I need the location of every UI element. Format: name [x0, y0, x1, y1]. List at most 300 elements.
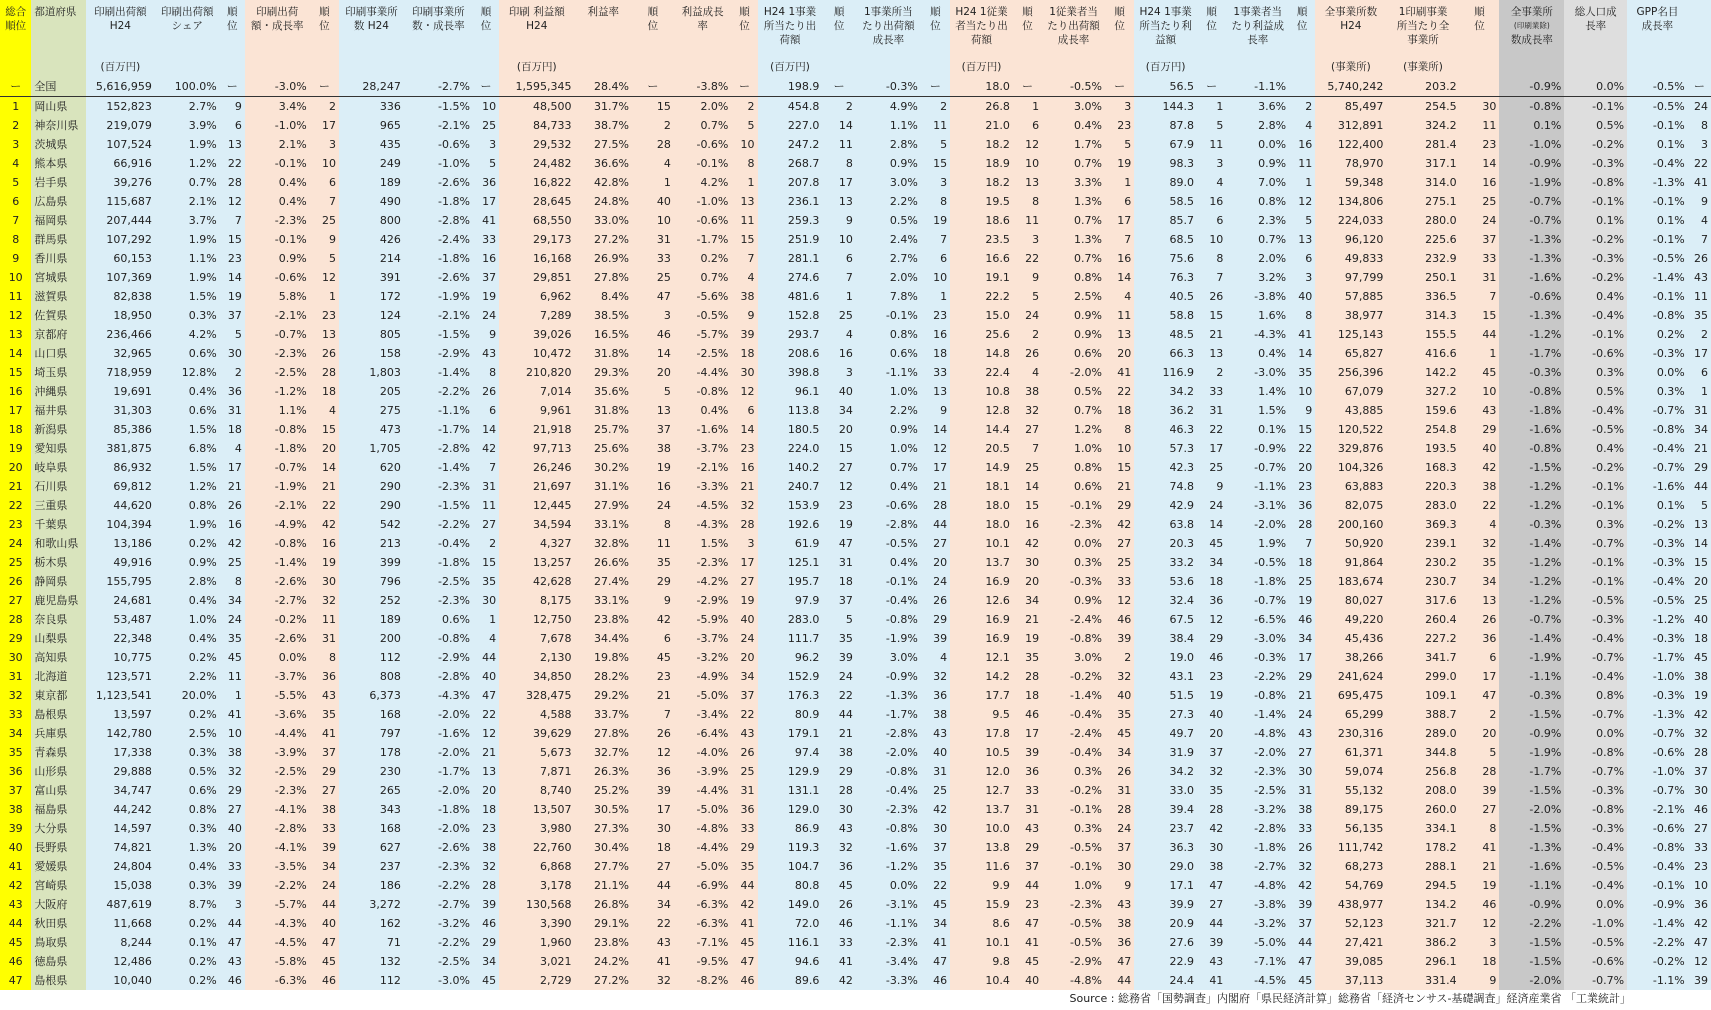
column-header — [220, 0, 245, 77]
table-cell: 67.5 — [1134, 610, 1197, 629]
table-cell: -1.4% — [1627, 268, 1688, 287]
table-cell: 1.1% — [856, 116, 921, 135]
table-cell: 2,130 — [499, 648, 574, 667]
table-cell: 47 — [1688, 933, 1711, 952]
table-cell: 0.9% — [1042, 306, 1105, 325]
table-cell: -0.6% — [674, 135, 732, 154]
table-cell: 207.8 — [758, 173, 823, 192]
table-cell: 193.5 — [1386, 439, 1459, 458]
table-cell: 19 — [632, 458, 674, 477]
table-cell: -0.3% — [1042, 572, 1105, 591]
table-cell: 12 — [1289, 192, 1315, 211]
table-cell: 34.4% — [574, 629, 632, 648]
table-cell: -0.1% — [1627, 876, 1688, 895]
table-cell: -2.4% — [1042, 610, 1105, 629]
table-cell: 17 — [1105, 211, 1134, 230]
table-cell: 19 — [822, 515, 855, 534]
table-cell: 29.1% — [574, 914, 632, 933]
table-cell: 20 — [220, 838, 245, 857]
table-cell: 45 — [921, 895, 950, 914]
table-cell: 熊本県 — [31, 154, 85, 173]
table-cell: 1,123,541 — [86, 686, 155, 705]
table-cell: 47 — [1013, 914, 1042, 933]
table-cell: 28 — [473, 876, 499, 895]
table-cell: -0.2% — [1042, 781, 1105, 800]
table-cell: -2.5% — [1226, 781, 1289, 800]
table-cell: -0.5% — [1226, 553, 1289, 572]
table-cell: -4.8% — [1042, 971, 1105, 990]
table-cell: -3.0% — [404, 971, 473, 990]
table-cell: 38 — [1460, 477, 1500, 496]
table-cell: -2.3% — [245, 211, 310, 230]
table-cell: -0.2% — [1627, 515, 1688, 534]
table-cell: -0.2% — [1564, 458, 1627, 477]
table-cell: 岐阜県 — [31, 458, 85, 477]
table-cell: 21 — [632, 686, 674, 705]
table-cell: 2,729 — [499, 971, 574, 990]
table-cell: 22 — [632, 914, 674, 933]
table-cell: 44 — [0, 914, 31, 933]
table-cell: -0.7% — [1627, 781, 1688, 800]
table-cell: 19 — [310, 553, 339, 572]
table-cell: 34,850 — [499, 667, 574, 686]
table-cell: 3.9% — [155, 116, 220, 135]
table-cell: 17 — [632, 800, 674, 819]
table-row — [0, 192, 1711, 211]
table-cell: 0.3% — [155, 743, 220, 762]
table-cell: 8 — [1289, 306, 1315, 325]
table-cell: 25 — [1460, 192, 1500, 211]
table-cell: ー — [731, 77, 757, 97]
table-cell: 32 — [1289, 857, 1315, 876]
table-cell: -0.5% — [1042, 933, 1105, 952]
table-cell: 38 — [921, 705, 950, 724]
table-cell: 24 — [473, 306, 499, 325]
table-cell: 40 — [310, 914, 339, 933]
table-cell: -2.0% — [856, 743, 921, 762]
table-cell: 24 — [632, 496, 674, 515]
table-cell: 37 — [1197, 743, 1226, 762]
table-cell: 116.1 — [758, 933, 823, 952]
table-cell: 7 — [220, 211, 245, 230]
table-cell: ー — [1197, 77, 1226, 97]
table-cell: 高知県 — [31, 648, 85, 667]
table-cell: 15,038 — [86, 876, 155, 895]
table-cell: -0.8% — [1564, 173, 1627, 192]
table-cell: 7 — [822, 268, 855, 287]
table-cell: 5 — [473, 154, 499, 173]
table-cell: -1.0% — [674, 192, 732, 211]
table-cell: 31,303 — [86, 401, 155, 420]
table-cell: 47 — [921, 952, 950, 971]
table-cell: 9 — [1197, 477, 1226, 496]
table-cell: 36 — [1197, 591, 1226, 610]
table-cell: 14.2 — [950, 667, 1013, 686]
table-cell: 426 — [339, 230, 404, 249]
table-cell: 38 — [1197, 857, 1226, 876]
table-cell: 0.3% — [1042, 819, 1105, 838]
table-cell: -2.2% — [245, 876, 310, 895]
table-cell: 805 — [339, 325, 404, 344]
table-cell: 1.0% — [1042, 439, 1105, 458]
table-cell: 230,316 — [1315, 724, 1386, 743]
table-cell: 331.4 — [1386, 971, 1459, 990]
table-cell: 46 — [822, 914, 855, 933]
table-cell: 36 — [1013, 762, 1042, 781]
table-cell: 43 — [0, 895, 31, 914]
table-cell: 1,803 — [339, 363, 404, 382]
table-cell: 石川県 — [31, 477, 85, 496]
table-cell: 16 — [310, 534, 339, 553]
header-text: 数成長率 — [1510, 34, 1553, 46]
table-cell: 104,326 — [1315, 458, 1386, 477]
table-cell: 47 — [1197, 876, 1226, 895]
table-cell: 2.8% — [1226, 116, 1289, 135]
table-cell: -0.3% — [1499, 686, 1564, 705]
table-cell: 46 — [632, 325, 674, 344]
table-cell: 11 — [1105, 306, 1134, 325]
table-cell: 42 — [1688, 705, 1711, 724]
table-cell: 85,386 — [86, 420, 155, 439]
table-cell: 249 — [339, 154, 404, 173]
table-cell: 1.5% — [155, 287, 220, 306]
table-cell: -6.3% — [674, 895, 732, 914]
table-cell: 45 — [310, 952, 339, 971]
table-cell: -0.8% — [1042, 629, 1105, 648]
table-cell: 19 — [1460, 876, 1500, 895]
table-cell: 広島県 — [31, 192, 85, 211]
table-cell: -2.1% — [404, 116, 473, 135]
table-cell: 50,920 — [1315, 534, 1386, 553]
table-cell: -1.8% — [1499, 401, 1564, 420]
table-cell: 4 — [1105, 287, 1134, 306]
table-cell: 43 — [220, 952, 245, 971]
table-cell: 34.2 — [1134, 762, 1197, 781]
table-cell: 46 — [220, 971, 245, 990]
table-cell: 1 — [1289, 173, 1315, 192]
table-cell: -4.4% — [674, 781, 732, 800]
table-cell: -0.3% — [1627, 534, 1688, 553]
table-cell: 172 — [339, 287, 404, 306]
column-header — [1627, 0, 1688, 77]
table-cell: 24.4 — [1134, 971, 1197, 990]
table-cell: 25 — [822, 306, 855, 325]
table-cell: 26 — [473, 382, 499, 401]
table-cell: 25 — [473, 116, 499, 135]
table-cell: 7 — [310, 192, 339, 211]
table-cell: 27 — [731, 572, 757, 591]
table-cell: -2.0% — [1499, 971, 1564, 990]
table-cell: 259.3 — [758, 211, 823, 230]
table-cell: 32.8% — [574, 534, 632, 553]
table-cell: 65,827 — [1315, 344, 1386, 363]
table-cell: 36 — [632, 762, 674, 781]
table-cell: 12.1 — [950, 648, 1013, 667]
table-cell: 21 — [1289, 686, 1315, 705]
table-cell: 1 — [731, 173, 757, 192]
table-cell: -0.6% — [1564, 952, 1627, 971]
table-cell: 42 — [632, 610, 674, 629]
table-cell: 7,289 — [499, 306, 574, 325]
table-cell: -2.3% — [404, 591, 473, 610]
table-cell: 3 — [731, 534, 757, 553]
table-cell: 283.0 — [1386, 496, 1459, 515]
table-cell: 39,276 — [86, 173, 155, 192]
column-header — [473, 0, 499, 77]
table-cell: 愛媛県 — [31, 857, 85, 876]
table-cell: -0.1% — [1042, 496, 1105, 515]
table-cell: -2.9% — [1042, 952, 1105, 971]
table-cell: 30 — [1289, 762, 1315, 781]
table-cell: 10,472 — [499, 344, 574, 363]
table-cell: 1,705 — [339, 439, 404, 458]
table-cell: 129.9 — [758, 762, 823, 781]
table-cell: 47 — [473, 686, 499, 705]
table-cell: 43 — [1289, 724, 1315, 743]
table-cell: -0.5% — [1564, 857, 1627, 876]
table-cell: -5.8% — [245, 952, 310, 971]
table-cell: 15 — [220, 230, 245, 249]
table-cell: 45 — [731, 933, 757, 952]
table-cell: 2.3% — [1226, 211, 1289, 230]
table-cell: 19,691 — [86, 382, 155, 401]
table-cell: -4.8% — [1226, 724, 1289, 743]
table-cell: 0.3% — [155, 819, 220, 838]
table-cell: 鳥取県 — [31, 933, 85, 952]
header-text: 印刷事業所 数 H24 — [345, 6, 398, 32]
table-cell: 82,838 — [86, 287, 155, 306]
table-cell: -5.6% — [674, 287, 732, 306]
table-cell: 10.0 — [950, 819, 1013, 838]
table-cell: 0.4% — [245, 173, 310, 192]
table-cell: -1.6% — [1499, 857, 1564, 876]
table-cell: -0.8% — [856, 610, 921, 629]
table-cell: -0.3% — [1627, 686, 1688, 705]
table-cell: 386.2 — [1386, 933, 1459, 952]
table-cell: -1.8% — [245, 439, 310, 458]
table-cell: -1.2% — [1499, 496, 1564, 515]
table-cell: -0.6% — [245, 268, 310, 287]
table-cell: 鹿児島県 — [31, 591, 85, 610]
table-cell: 42 — [1460, 458, 1500, 477]
table-cell: 福井県 — [31, 401, 85, 420]
table-cell: 8 — [310, 648, 339, 667]
table-cell: 37 — [1289, 914, 1315, 933]
table-cell: 7,678 — [499, 629, 574, 648]
table-cell: 312,891 — [1315, 116, 1386, 135]
table-cell: 27 — [310, 781, 339, 800]
table-cell: 13 — [822, 192, 855, 211]
table-cell: ー — [220, 77, 245, 97]
table-cell: 0.8% — [856, 325, 921, 344]
table-cell: 80.9 — [758, 705, 823, 724]
table-cell: -0.4% — [1564, 401, 1627, 420]
table-cell: 38.5% — [574, 306, 632, 325]
table-cell: 5,616,959 — [86, 77, 155, 97]
table-cell: 32.7% — [574, 743, 632, 762]
table-cell: 13 — [1688, 515, 1711, 534]
table-cell: -0.4% — [1564, 306, 1627, 325]
table-cell: 35 — [921, 857, 950, 876]
table-cell: 200,160 — [1315, 515, 1386, 534]
table-cell: 27.9% — [574, 496, 632, 515]
table-cell: 9 — [310, 230, 339, 249]
table-cell: 2 — [822, 97, 855, 117]
table-cell: 241,624 — [1315, 667, 1386, 686]
table-cell: 20 — [1688, 572, 1711, 591]
table-cell: 4 — [0, 154, 31, 173]
header-text: H24 1事業 所当たり出 荷額 — [763, 6, 817, 46]
table-cell: 17 — [1013, 724, 1042, 743]
table-cell: 26 — [1460, 610, 1500, 629]
table-cell: -1.2% — [1627, 610, 1688, 629]
table-cell: 60,153 — [86, 249, 155, 268]
table-cell: 8 — [632, 515, 674, 534]
table-cell: 23 — [220, 249, 245, 268]
table-cell: -0.1% — [1042, 857, 1105, 876]
header-text: 順 位 — [1114, 6, 1125, 32]
table-cell: -0.5% — [1627, 591, 1688, 610]
table-cell: 6 — [1105, 192, 1134, 211]
table-row — [0, 857, 1711, 876]
table-cell: -1.0% — [1627, 762, 1688, 781]
table-cell: 17.8 — [950, 724, 1013, 743]
table-cell: 39 — [1197, 933, 1226, 952]
table-cell: 21 — [1105, 477, 1134, 496]
table-cell: 47 — [822, 534, 855, 553]
table-cell: 14 — [1460, 154, 1500, 173]
table-cell: -1.4% — [404, 458, 473, 477]
table-cell: 18 — [1105, 401, 1134, 420]
table-cell: 26,246 — [499, 458, 574, 477]
table-cell: 9 — [220, 97, 245, 117]
table-cell: -2.2% — [1226, 667, 1289, 686]
table-cell: 1 — [473, 610, 499, 629]
header-text: 印刷 利益額 H24 — [508, 6, 565, 32]
table-cell: -4.3% — [245, 914, 310, 933]
table-cell: 29 — [1688, 458, 1711, 477]
table-row — [0, 914, 1711, 933]
table-cell: 3 — [822, 363, 855, 382]
table-cell: 39,629 — [499, 724, 574, 743]
table-cell: 5 — [220, 325, 245, 344]
table-cell: 13 — [921, 382, 950, 401]
table-cell: 119.3 — [758, 838, 823, 857]
table-cell: 31 — [822, 553, 855, 572]
table-cell: 80,027 — [1315, 591, 1386, 610]
column-header — [921, 0, 950, 77]
table-cell: 27 — [822, 458, 855, 477]
table-cell: 61.9 — [758, 534, 823, 553]
table-cell: -1.1% — [1499, 667, 1564, 686]
table-cell: -2.0% — [404, 819, 473, 838]
table-cell: 23.7 — [1134, 819, 1197, 838]
table-cell: -1.5% — [404, 325, 473, 344]
table-cell: 和歌山県 — [31, 534, 85, 553]
table-cell: 13 — [310, 325, 339, 344]
table-cell: 17 — [1289, 648, 1315, 667]
table-cell: -4.3% — [1226, 325, 1289, 344]
table-cell: -2.2% — [1627, 933, 1688, 952]
table-cell: 20 — [1197, 724, 1226, 743]
table-cell: -0.1% — [245, 154, 310, 173]
table-cell: 8.6 — [950, 914, 1013, 933]
table-cell: 30 — [473, 591, 499, 610]
table-cell: 3 — [0, 135, 31, 154]
table-cell: 11 — [1197, 135, 1226, 154]
table-cell: 1.9% — [1226, 534, 1289, 553]
table-cell: -1.7% — [674, 230, 732, 249]
table-cell: 321.7 — [1386, 914, 1459, 933]
table-cell: 31.8% — [574, 401, 632, 420]
table-cell: 14.8 — [950, 344, 1013, 363]
table-cell: 17 — [731, 553, 757, 572]
table-cell: 46 — [1197, 648, 1226, 667]
table-cell: 19 — [0, 439, 31, 458]
table-cell: -2.0% — [1226, 515, 1289, 534]
table-cell: 12 — [731, 382, 757, 401]
table-cell: 388.7 — [1386, 705, 1459, 724]
table-cell: -1.9% — [856, 629, 921, 648]
table-cell: 0.1% — [1226, 420, 1289, 439]
table-cell: 198.9 — [758, 77, 823, 97]
table-cell: 13,186 — [86, 534, 155, 553]
table-cell: 0.2% — [155, 648, 220, 667]
table-cell: 9 — [1013, 268, 1042, 287]
table-cell: 2.2% — [856, 192, 921, 211]
table-cell: 36 — [731, 800, 757, 819]
table-cell: -0.4% — [1564, 838, 1627, 857]
table-cell: -1.3% — [1627, 705, 1688, 724]
table-cell: 1 — [1688, 382, 1711, 401]
table-cell: 9 — [1460, 971, 1500, 990]
table-cell: 43 — [310, 686, 339, 705]
table-cell: 14.4 — [950, 420, 1013, 439]
table-cell: 30 — [220, 344, 245, 363]
table-cell: ー — [1013, 77, 1042, 97]
table-cell: 13 — [1013, 173, 1042, 192]
table-cell: 1.5% — [1226, 401, 1289, 420]
table-cell: 29 — [731, 838, 757, 857]
table-cell: 314.3 — [1386, 306, 1459, 325]
header-text: H24 1従業 者当たり出 荷額 — [955, 6, 1008, 46]
table-cell: 18 — [1460, 952, 1500, 971]
table-cell: 29 — [1460, 420, 1500, 439]
table-cell: 37 — [310, 743, 339, 762]
table-cell: 17 — [473, 192, 499, 211]
table-cell: -1.2% — [1499, 477, 1564, 496]
table-cell: 大分県 — [31, 819, 85, 838]
table-cell: -1.0% — [404, 154, 473, 173]
column-header — [1499, 0, 1564, 77]
table-cell: 39,026 — [499, 325, 574, 344]
table-cell: 42,628 — [499, 572, 574, 591]
table-cell: -0.1% — [1627, 116, 1688, 135]
table-cell: 2.4% — [856, 230, 921, 249]
table-cell: 12.0 — [950, 762, 1013, 781]
table-cell: 1.3% — [1042, 230, 1105, 249]
table-cell: 53.6 — [1134, 572, 1197, 591]
table-cell: 1,595,345 — [499, 77, 574, 97]
table-cell: 178 — [339, 743, 404, 762]
table-cell: 14 — [921, 420, 950, 439]
table-cell: 0.2% — [155, 971, 220, 990]
table-cell: 10 — [1013, 154, 1042, 173]
table-cell: 26 — [1688, 249, 1711, 268]
source-note: Source : 総務省「国勢調査」内閣府「県民経済計算」総務省「経済センサス-基礎調査」経済産業省 「工業統計」 — [1069, 992, 1631, 1005]
table-cell: -2.3% — [856, 800, 921, 819]
table-cell: 41 — [1289, 325, 1315, 344]
